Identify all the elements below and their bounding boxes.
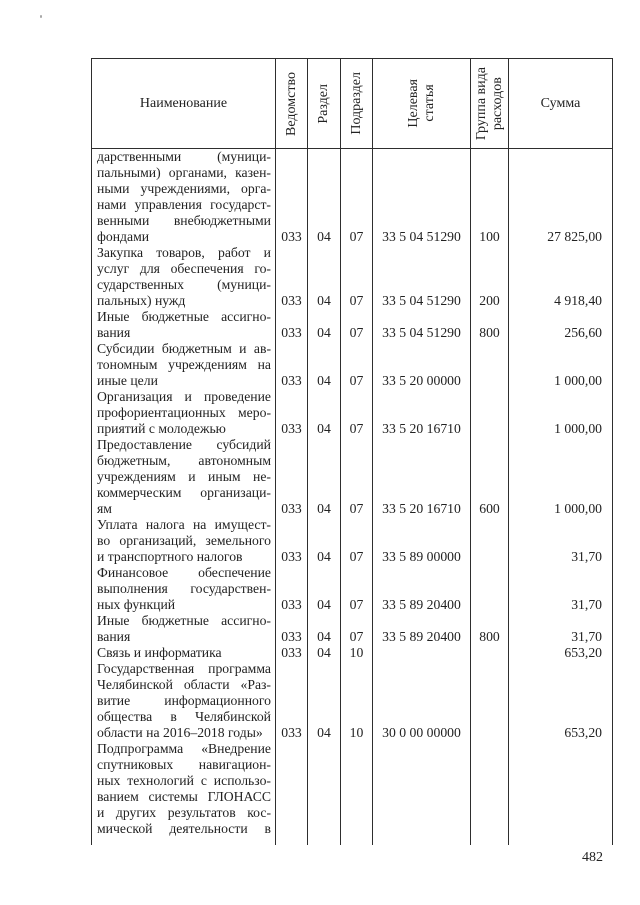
table-row [92,517,613,565]
scan-speck [40,15,42,18]
cell-expense-type [471,341,509,389]
header-target-article-label [406,79,438,128]
cell-target-article: 33 5 04 51290 [373,245,471,309]
empty-cell [341,837,373,845]
cell-department: 033 [276,389,308,437]
table-row [92,245,613,309]
name-line: Уплата налога на имущест- [97,517,271,532]
cell-amount: 31,70 [509,565,613,613]
empty-cell [471,837,509,845]
cell-name [92,613,276,645]
cell-target-article: 33 5 04 51290 [373,309,471,341]
cell-target-article: 33 5 89 20400 [373,613,471,645]
cell-amount: 653,20 [509,645,613,661]
cell-department [276,741,308,837]
header-section-label: Раздел [316,83,331,124]
name-line: вания [97,325,131,340]
table-header [92,59,613,149]
cell-target-article: 33 5 89 20400 [373,565,471,613]
table-row [92,389,613,437]
cell-department: 033 [276,437,308,517]
name-line: и других результатов кос- [97,805,271,820]
name-line: услуг для обеспечения го- [97,261,271,276]
name-line: дарственными (муници- [97,149,271,164]
cell-name [92,517,276,565]
table-row [92,149,613,246]
header-subsection-label: Подраздел [348,72,364,135]
cell-target-article: 33 5 20 16710 [373,389,471,437]
cell-section: 04 [308,389,341,437]
cell-subsection: 07 [341,613,373,645]
cell-expense-type: 200 [471,245,509,309]
budget-table [91,58,613,845]
name-line: спутниковых навигацион- [97,757,271,772]
name-line: приятий с молодежью [97,421,226,436]
cell-section: 04 [308,149,341,246]
cell-department: 033 [276,309,308,341]
name-line: Субсидии бюджетным и ав- [97,341,271,356]
cell-amount: 31,70 [509,613,613,645]
cell-amount: 1 000,00 [509,437,613,517]
cell-subsection: 07 [341,245,373,309]
name-line: Иные бюджетные ассигно- [97,613,271,628]
cell-expense-type [471,565,509,613]
empty-cell [373,837,471,845]
cell-section: 04 [308,245,341,309]
cell-section: 04 [308,437,341,517]
cell-section: 04 [308,613,341,645]
cell-section: 04 [308,309,341,341]
name-line: области на 2016–2018 годы» [97,725,263,740]
cell-amount: 31,70 [509,517,613,565]
name-line: ных функций [97,597,176,612]
name-line: Подпрограмма «Внедрение [97,741,271,756]
table-row [92,661,613,741]
cell-amount: 653,20 [509,661,613,741]
header-target-article-line: Целевая [405,79,421,128]
cell-department: 033 [276,613,308,645]
cell-expense-type [471,517,509,565]
cell-name [92,389,276,437]
cell-expense-type: 800 [471,613,509,645]
cell-amount: 4 918,40 [509,245,613,309]
header-amount [509,59,613,149]
cell-name [92,661,276,741]
cell-subsection: 07 [341,341,373,389]
name-line: мической деятельности в [97,821,271,836]
table-row [92,613,613,645]
name-line: ям [97,501,112,516]
cell-amount: 1 000,00 [509,389,613,437]
table-row [92,341,613,389]
cell-amount [509,741,613,837]
name-line: вания [97,629,131,644]
cell-name [92,309,276,341]
table-continuation [92,837,613,845]
cell-section: 04 [308,645,341,661]
cell-subsection: 07 [341,517,373,565]
cell-target-article [373,645,471,661]
cell-expense-type: 800 [471,309,509,341]
table-row [92,741,613,837]
name-line: Финансовое обеспечение [97,565,271,580]
table-row [92,437,613,517]
cell-subsection: 07 [341,565,373,613]
name-line: сударственных (муници- [97,277,271,292]
cell-subsection [341,741,373,837]
cell-expense-type [471,661,509,741]
cell-expense-type: 600 [471,437,509,517]
cell-target-article: 33 5 20 16710 [373,437,471,517]
header-expense-group-line: расходов [489,76,505,131]
header-department [276,59,308,149]
name-line: венными внебюджетными [97,213,271,228]
cell-target-article: 33 5 20 00000 [373,341,471,389]
cell-subsection: 07 [341,149,373,246]
cell-department: 033 [276,661,308,741]
cell-subsection: 07 [341,389,373,437]
empty-cell [308,837,341,845]
name-line: коммерческим организаци- [97,485,271,500]
cell-target-article: 30 0 00 00000 [373,661,471,741]
cell-department: 033 [276,245,308,309]
name-line: во организаций, земельного [97,533,271,548]
cell-section: 04 [308,661,341,741]
cell-amount: 1 000,00 [509,341,613,389]
cell-name [92,437,276,517]
header-target-article-line: статья [421,84,437,123]
name-line: ными учреждениями, орга- [97,181,271,196]
cell-name [92,245,276,309]
name-line: фондами [97,229,150,244]
header-name [92,59,276,149]
name-line: витие информационного [97,693,271,708]
name-line: Государственная программа [97,661,271,676]
name-line: и транспортного налогов [97,549,243,564]
table-row [92,309,613,341]
header-department-label: Ведомство [283,71,299,136]
table-body [92,149,613,846]
cell-section [308,741,341,837]
name-line: нами управления государст- [97,197,271,212]
header-row [92,59,613,149]
cell-department: 033 [276,149,308,246]
name-line: учреждениям и иным не- [97,469,271,484]
name-line: выполнения государствен- [97,581,271,596]
empty-cell [276,837,308,845]
cell-name [92,741,276,837]
name-line: Связь и информатика [97,645,222,660]
table-row [92,645,613,661]
empty-cell [509,837,613,845]
cell-expense-type [471,741,509,837]
header-amount-label: Сумма [540,95,581,111]
header-section [308,59,341,149]
cell-department: 033 [276,517,308,565]
name-line: тономным учреждениям на [97,357,271,372]
header-target-article [373,59,471,149]
cell-subsection: 07 [341,437,373,517]
name-line: иные цели [97,373,158,388]
name-line: Организация и проведение [97,389,271,404]
cell-department: 033 [276,645,308,661]
cell-target-article: 33 5 89 00000 [373,517,471,565]
name-line: ванием системы ГЛОНАСС [97,789,271,804]
name-line: общества в Челябинской [97,709,271,724]
cell-expense-type [471,389,509,437]
cell-subsection: 07 [341,309,373,341]
cell-target-article [373,741,471,837]
cell-subsection: 10 [341,645,373,661]
header-expense-group-label [474,67,506,140]
name-line: Челябинской области «Раз- [97,677,271,692]
cell-name [92,565,276,613]
header-name-label: Наименование [139,95,228,111]
cell-section: 04 [308,341,341,389]
table-row [92,565,613,613]
cell-section: 04 [308,517,341,565]
page-number: 482 [582,850,603,865]
header-expense-group-line: Группа вида [473,66,489,141]
cell-amount: 256,60 [509,309,613,341]
cell-expense-type: 100 [471,149,509,246]
cell-section: 04 [308,565,341,613]
cell-amount: 27 825,00 [509,149,613,246]
name-line: ных технологий с использо- [97,773,271,788]
name-line: Иные бюджетные ассигно- [97,309,271,324]
cell-name [92,341,276,389]
cell-department: 033 [276,341,308,389]
empty-cell [92,837,276,845]
header-subsection [341,59,373,149]
cell-target-article: 33 5 04 51290 [373,149,471,246]
cell-name [92,149,276,246]
name-line: Закупка товаров, работ и [97,245,271,260]
cell-name [92,645,276,661]
name-line: Предоставление субсидий [97,437,271,452]
name-line: пальных) нужд [97,293,186,308]
name-line: профориентационных меро- [97,405,271,420]
cell-department: 033 [276,565,308,613]
cell-subsection: 10 [341,661,373,741]
name-line: пальными) органами, казен- [97,165,271,180]
cell-expense-type [471,645,509,661]
header-expense-group [471,59,509,149]
name-line: бюджетным, автономным [97,453,271,468]
